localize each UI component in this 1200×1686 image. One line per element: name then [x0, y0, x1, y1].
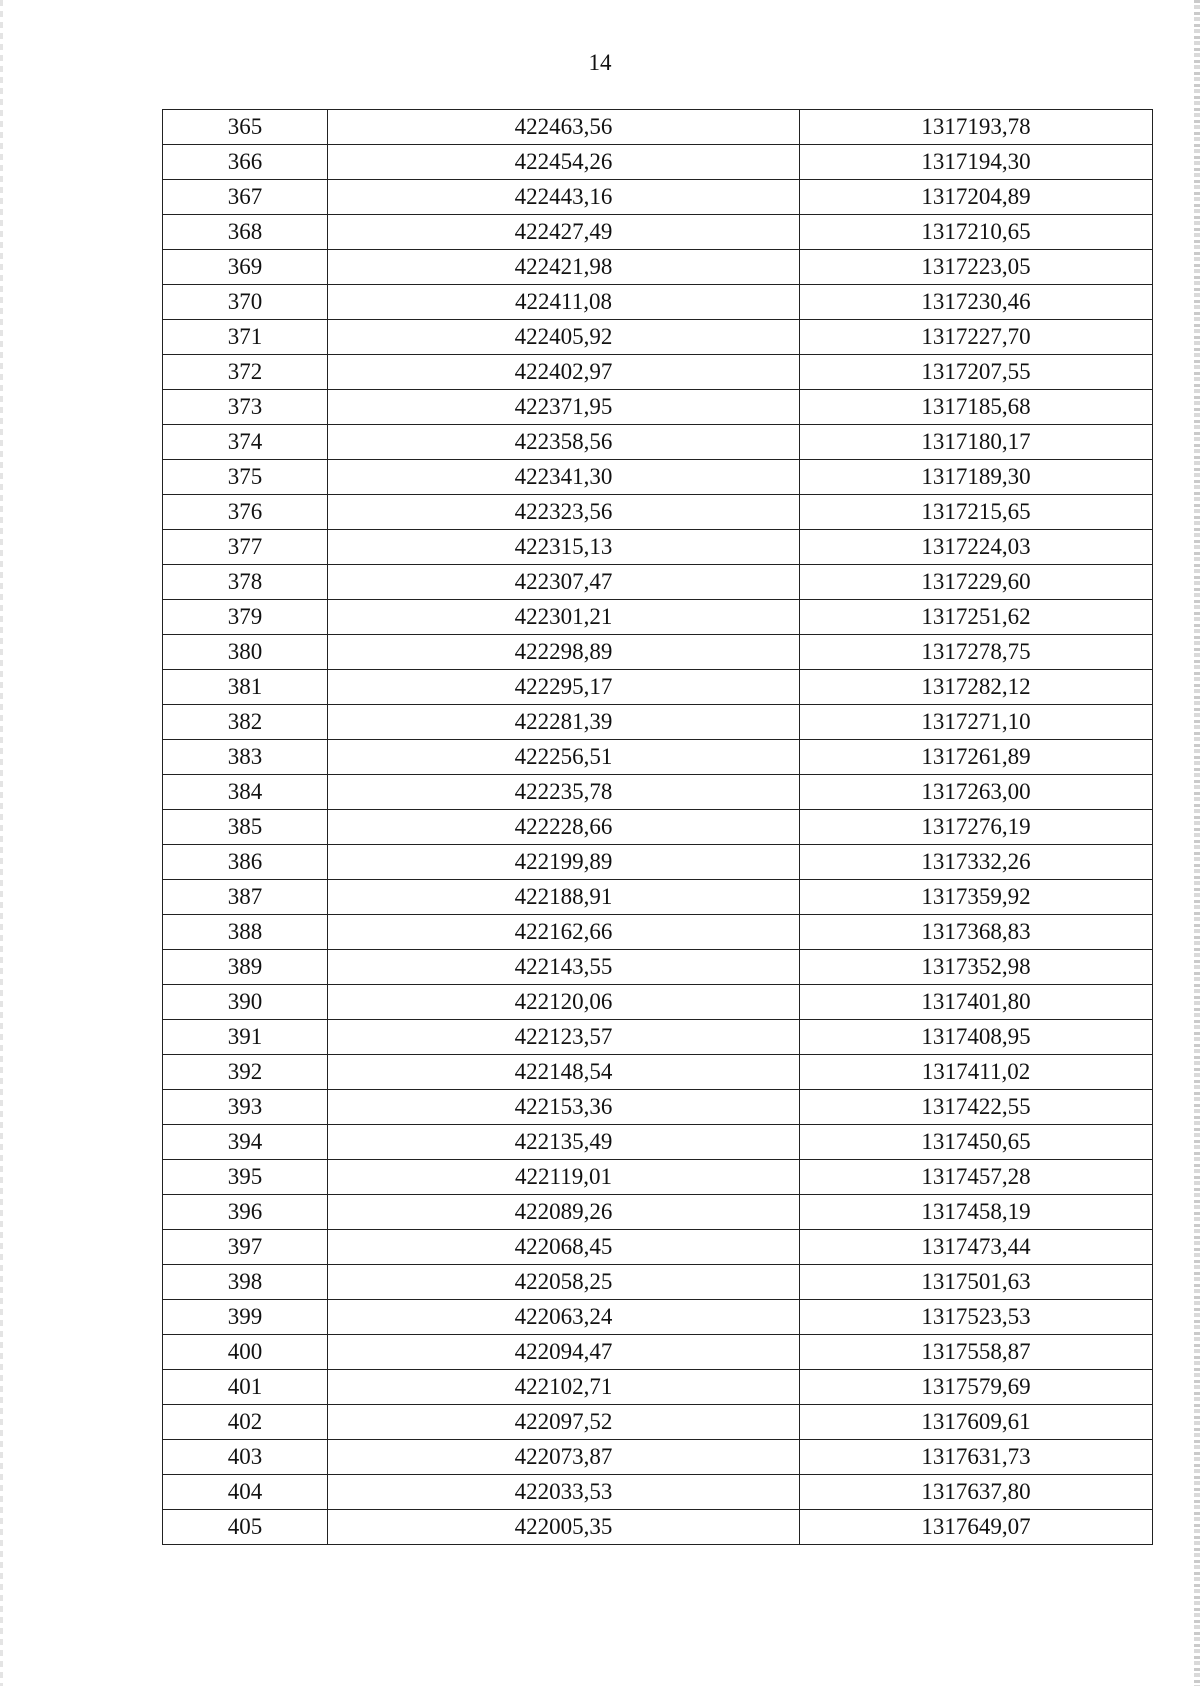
point-number-cell: 390	[163, 985, 328, 1020]
table-row	[163, 810, 1153, 845]
table-row	[163, 250, 1153, 285]
x-coordinate-cell: 422119,01	[328, 1160, 800, 1195]
x-coordinate-cell: 422421,98	[328, 250, 800, 285]
table-row	[163, 355, 1153, 390]
y-coordinate-cell: 1317401,80	[800, 985, 1153, 1020]
table-row	[163, 705, 1153, 740]
table-row	[163, 600, 1153, 635]
page-number: 14	[588, 50, 612, 75]
table-row	[163, 390, 1153, 425]
x-coordinate-cell: 422298,89	[328, 635, 800, 670]
table-row	[163, 530, 1153, 565]
y-coordinate-cell: 1317501,63	[800, 1265, 1153, 1300]
point-number-cell: 372	[163, 355, 328, 390]
table-row	[163, 460, 1153, 495]
y-coordinate-cell: 1317450,65	[800, 1125, 1153, 1160]
table-row	[163, 1335, 1153, 1370]
y-coordinate-cell: 1317193,78	[800, 110, 1153, 145]
x-coordinate-cell: 422102,71	[328, 1370, 800, 1405]
point-number-cell: 383	[163, 740, 328, 775]
point-number-cell: 376	[163, 495, 328, 530]
x-coordinate-cell: 422341,30	[328, 460, 800, 495]
x-coordinate-cell: 422323,56	[328, 495, 800, 530]
table-row	[163, 1195, 1153, 1230]
table-row	[163, 425, 1153, 460]
scan-edge-right	[1194, 0, 1200, 1686]
x-coordinate-cell: 422068,45	[328, 1230, 800, 1265]
y-coordinate-cell: 1317637,80	[800, 1475, 1153, 1510]
x-coordinate-cell: 422058,25	[328, 1265, 800, 1300]
table-row	[163, 1475, 1153, 1510]
point-number-cell: 394	[163, 1125, 328, 1160]
point-number-cell: 370	[163, 285, 328, 320]
point-number-cell: 369	[163, 250, 328, 285]
point-number-cell: 388	[163, 915, 328, 950]
y-coordinate-cell: 1317207,55	[800, 355, 1153, 390]
x-coordinate-cell: 422033,53	[328, 1475, 800, 1510]
table-row	[163, 1440, 1153, 1475]
x-coordinate-cell: 422005,35	[328, 1510, 800, 1545]
y-coordinate-cell: 1317352,98	[800, 950, 1153, 985]
y-coordinate-cell: 1317204,89	[800, 180, 1153, 215]
x-coordinate-cell: 422405,92	[328, 320, 800, 355]
coordinates-table	[162, 109, 1153, 1545]
point-number-cell: 397	[163, 1230, 328, 1265]
x-coordinate-cell: 422097,52	[328, 1405, 800, 1440]
x-coordinate-cell: 422162,66	[328, 915, 800, 950]
point-number-cell: 374	[163, 425, 328, 460]
y-coordinate-cell: 1317411,02	[800, 1055, 1153, 1090]
x-coordinate-cell: 422307,47	[328, 565, 800, 600]
table-row	[163, 1265, 1153, 1300]
table-row	[163, 1160, 1153, 1195]
point-number-cell: 398	[163, 1265, 328, 1300]
x-coordinate-cell: 422454,26	[328, 145, 800, 180]
y-coordinate-cell: 1317229,60	[800, 565, 1153, 600]
y-coordinate-cell: 1317180,17	[800, 425, 1153, 460]
table-row	[163, 495, 1153, 530]
point-number-cell: 366	[163, 145, 328, 180]
y-coordinate-cell: 1317631,73	[800, 1440, 1153, 1475]
point-number-cell: 396	[163, 1195, 328, 1230]
x-coordinate-cell: 422188,91	[328, 880, 800, 915]
point-number-cell: 378	[163, 565, 328, 600]
y-coordinate-cell: 1317558,87	[800, 1335, 1153, 1370]
x-coordinate-cell: 422463,56	[328, 110, 800, 145]
table-row	[163, 950, 1153, 985]
table-row	[163, 1300, 1153, 1335]
y-coordinate-cell: 1317194,30	[800, 145, 1153, 180]
x-coordinate-cell: 422281,39	[328, 705, 800, 740]
point-number-cell: 377	[163, 530, 328, 565]
y-coordinate-cell: 1317332,26	[800, 845, 1153, 880]
x-coordinate-cell: 422402,97	[328, 355, 800, 390]
y-coordinate-cell: 1317579,69	[800, 1370, 1153, 1405]
table-row	[163, 285, 1153, 320]
table-row	[163, 880, 1153, 915]
point-number-cell: 399	[163, 1300, 328, 1335]
point-number-cell: 387	[163, 880, 328, 915]
x-coordinate-cell: 422295,17	[328, 670, 800, 705]
y-coordinate-cell: 1317223,05	[800, 250, 1153, 285]
y-coordinate-cell: 1317271,10	[800, 705, 1153, 740]
x-coordinate-cell: 422443,16	[328, 180, 800, 215]
y-coordinate-cell: 1317278,75	[800, 635, 1153, 670]
y-coordinate-cell: 1317359,92	[800, 880, 1153, 915]
point-number-cell: 367	[163, 180, 328, 215]
x-coordinate-cell: 422235,78	[328, 775, 800, 810]
table-row	[163, 845, 1153, 880]
point-number-cell: 380	[163, 635, 328, 670]
y-coordinate-cell: 1317263,00	[800, 775, 1153, 810]
point-number-cell: 382	[163, 705, 328, 740]
y-coordinate-cell: 1317227,70	[800, 320, 1153, 355]
x-coordinate-cell: 422228,66	[328, 810, 800, 845]
point-number-cell: 400	[163, 1335, 328, 1370]
x-coordinate-cell: 422153,36	[328, 1090, 800, 1125]
table-row	[163, 775, 1153, 810]
x-coordinate-cell: 422089,26	[328, 1195, 800, 1230]
y-coordinate-cell: 1317408,95	[800, 1020, 1153, 1055]
x-coordinate-cell: 422411,08	[328, 285, 800, 320]
table-row	[163, 320, 1153, 355]
table-row	[163, 565, 1153, 600]
point-number-cell: 404	[163, 1475, 328, 1510]
table-row	[163, 1230, 1153, 1265]
table-row	[163, 1510, 1153, 1545]
x-coordinate-cell: 422063,24	[328, 1300, 800, 1335]
y-coordinate-cell: 1317368,83	[800, 915, 1153, 950]
x-coordinate-cell: 422199,89	[328, 845, 800, 880]
scan-edge-left	[0, 0, 3, 1686]
table-row	[163, 670, 1153, 705]
table-row	[163, 1055, 1153, 1090]
y-coordinate-cell: 1317457,28	[800, 1160, 1153, 1195]
y-coordinate-cell: 1317224,03	[800, 530, 1153, 565]
point-number-cell: 379	[163, 600, 328, 635]
point-number-cell: 365	[163, 110, 328, 145]
table-row	[163, 215, 1153, 250]
point-number-cell: 375	[163, 460, 328, 495]
y-coordinate-cell: 1317523,53	[800, 1300, 1153, 1335]
y-coordinate-cell: 1317261,89	[800, 740, 1153, 775]
x-coordinate-cell: 422301,21	[328, 600, 800, 635]
x-coordinate-cell: 422148,54	[328, 1055, 800, 1090]
x-coordinate-cell: 422315,13	[328, 530, 800, 565]
x-coordinate-cell: 422073,87	[328, 1440, 800, 1475]
point-number-cell: 389	[163, 950, 328, 985]
x-coordinate-cell: 422256,51	[328, 740, 800, 775]
x-coordinate-cell: 422371,95	[328, 390, 800, 425]
y-coordinate-cell: 1317458,19	[800, 1195, 1153, 1230]
point-number-cell: 401	[163, 1370, 328, 1405]
point-number-cell: 384	[163, 775, 328, 810]
point-number-cell: 403	[163, 1440, 328, 1475]
y-coordinate-cell: 1317282,12	[800, 670, 1153, 705]
x-coordinate-cell: 422135,49	[328, 1125, 800, 1160]
table-row	[163, 915, 1153, 950]
table-row	[163, 1020, 1153, 1055]
table-row	[163, 1370, 1153, 1405]
point-number-cell: 393	[163, 1090, 328, 1125]
point-number-cell: 385	[163, 810, 328, 845]
y-coordinate-cell: 1317276,19	[800, 810, 1153, 845]
table-row	[163, 180, 1153, 215]
y-coordinate-cell: 1317210,65	[800, 215, 1153, 250]
x-coordinate-cell: 422094,47	[328, 1335, 800, 1370]
point-number-cell: 402	[163, 1405, 328, 1440]
x-coordinate-cell: 422120,06	[328, 985, 800, 1020]
coordinates-table-body	[163, 110, 1153, 1545]
y-coordinate-cell: 1317215,65	[800, 495, 1153, 530]
point-number-cell: 371	[163, 320, 328, 355]
table-row	[163, 1405, 1153, 1440]
point-number-cell: 395	[163, 1160, 328, 1195]
y-coordinate-cell: 1317185,68	[800, 390, 1153, 425]
y-coordinate-cell: 1317422,55	[800, 1090, 1153, 1125]
table-row	[163, 145, 1153, 180]
point-number-cell: 391	[163, 1020, 328, 1055]
table-row	[163, 1090, 1153, 1125]
y-coordinate-cell: 1317189,30	[800, 460, 1153, 495]
y-coordinate-cell: 1317649,07	[800, 1510, 1153, 1545]
point-number-cell: 386	[163, 845, 328, 880]
y-coordinate-cell: 1317251,62	[800, 600, 1153, 635]
point-number-cell: 392	[163, 1055, 328, 1090]
x-coordinate-cell: 422358,56	[328, 425, 800, 460]
y-coordinate-cell: 1317473,44	[800, 1230, 1153, 1265]
x-coordinate-cell: 422143,55	[328, 950, 800, 985]
point-number-cell: 373	[163, 390, 328, 425]
table-row	[163, 1125, 1153, 1160]
table-row	[163, 110, 1153, 145]
table-row	[163, 740, 1153, 775]
table-row	[163, 985, 1153, 1020]
x-coordinate-cell: 422427,49	[328, 215, 800, 250]
point-number-cell: 381	[163, 670, 328, 705]
y-coordinate-cell: 1317609,61	[800, 1405, 1153, 1440]
point-number-cell: 368	[163, 215, 328, 250]
y-coordinate-cell: 1317230,46	[800, 285, 1153, 320]
x-coordinate-cell: 422123,57	[328, 1020, 800, 1055]
point-number-cell: 405	[163, 1510, 328, 1545]
table-row	[163, 635, 1153, 670]
